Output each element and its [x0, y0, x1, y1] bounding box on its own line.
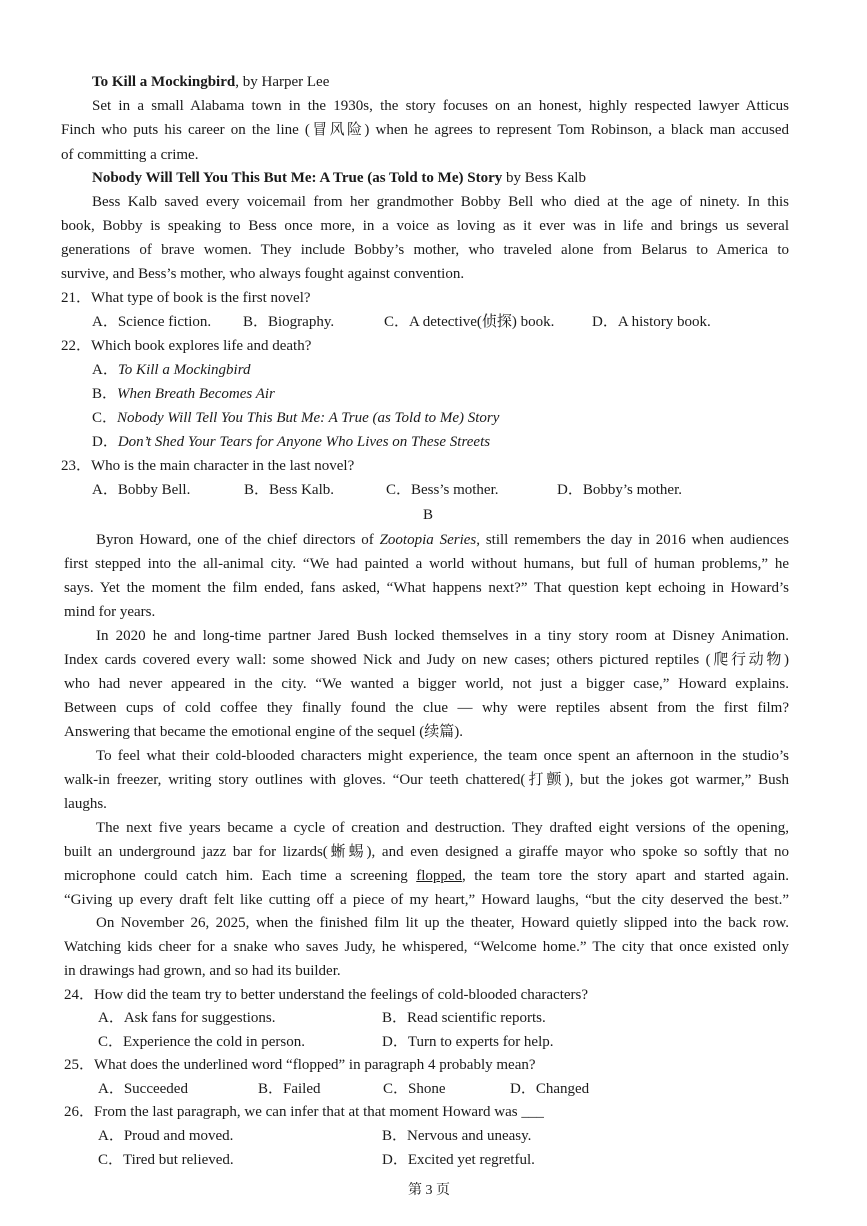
option-26-a[interactable]: A．Proud and moved. [98, 1128, 234, 1144]
page-number: 第 3 页 [408, 1183, 450, 1198]
book2-desc-line: generations of brave women. They include Bobby’s mother, who traveled alone from Belarus to America to [61, 242, 789, 258]
option-23-b[interactable]: B．Bess Kalb. [244, 482, 335, 498]
question-text: What does the underlined word “flopped” in paragraph 4 probably mean? [94, 1057, 536, 1073]
paragraph-4-line: built an underground jazz bar for lizards(蜥蜴), and even designed a giraffe mayor who spoke so softly that no [64, 844, 789, 860]
option-text: To Kill a Mockingbird [117, 362, 251, 378]
book1-title: To Kill a Mockingbird [92, 74, 236, 90]
underlined-word: flopped [416, 868, 463, 884]
book2-heading [92, 168, 586, 188]
option-23-a[interactable]: A．Bobby Bell. [92, 482, 191, 498]
book2-desc-line: book, Bobby is speaking to Bess once more, in a voice as loving as it ever was in life and brings us several [61, 218, 789, 234]
paragraph-4-line: The next five years became a cycle of creation and destruction. They drafted eight versions of the opening, [96, 820, 789, 836]
question-text: How did the team try to better understand the feelings of cold-blooded characters? [94, 987, 589, 1003]
question-number: 23． [61, 458, 92, 474]
paragraph-1-line: says. Yet the moment the film ended, fans asked, “What happens next?” That question kept echoing in Howard’s [64, 580, 789, 596]
option-23-c[interactable]: C．Bess’s mother. [386, 482, 499, 498]
question-number: 26． [64, 1104, 95, 1120]
book1-heading [92, 72, 329, 92]
book2-desc-line: survive, and Bess’s mother, who always fought against convention. [61, 266, 465, 282]
option-21-d[interactable]: D．A history book. [592, 314, 711, 330]
question-21 [61, 288, 311, 308]
paragraph-1-line: first stepped into the all-animal city. “We had painted a world without humans, but full of human problems,” he [64, 556, 789, 572]
paragraph-2-line: Answering that became the emotional engine of the sequel (续篇). [64, 724, 464, 740]
paragraph-3-line: walk-in freezer, writing story outlines with gloves. “Our teeth chattered(打颤), but the jokes got warmer,” Bush [64, 772, 789, 788]
option-text: When Breath Becomes Air [117, 386, 275, 402]
option-24-a[interactable]: A．Ask fans for suggestions. [98, 1010, 276, 1026]
book1-desc-line: Finch who puts his career on the line (冒风险) when he agrees to represent Tom Robinson, a black man accused [61, 122, 789, 138]
question-number: 22． [61, 338, 92, 354]
question-26 [64, 1102, 544, 1122]
option-text: Nobody Will Tell You This But Me: A True (as Told to Me) Story [117, 410, 500, 426]
paragraph-2-line: In 2020 he and long-time partner Jared Bush locked themselves in a tiny story room at Disney Animation. [96, 628, 789, 644]
question-text: Which book explores life and death? [91, 338, 312, 354]
book1-author: , by Harper Lee [235, 74, 330, 90]
option-25-b[interactable]: B．Failed [258, 1081, 321, 1097]
book1-desc-line: Set in a small Alabama town in the 1930s, the story focuses on an honest, highly respected lawyer Atticus [92, 98, 789, 114]
option-21-b[interactable]: B．Biography. [243, 314, 335, 330]
option-26-c[interactable]: C．Tired but relieved. [98, 1152, 234, 1168]
option-25-d[interactable]: D．Changed [510, 1081, 590, 1097]
paragraph-5-line: in drawings had grown, and so had its builder. [64, 963, 341, 979]
question-22 [61, 336, 311, 356]
book2-author: by Bess Kalb [502, 170, 586, 186]
option-24-d[interactable]: D．Turn to experts for help. [382, 1034, 554, 1050]
option-22-d[interactable] [92, 432, 490, 452]
option-21-c[interactable]: C．A detective(侦探) book. [384, 314, 555, 330]
paragraph-1-line: mind for years. [64, 604, 156, 620]
option-25-a[interactable]: A．Succeeded [98, 1081, 188, 1097]
paragraph-2-line: Between cups of cold coffee they finally found the clue — why were reptiles absent from the first film? [64, 700, 789, 716]
paragraph-2-line: Index cards covered every wall: some showed Nick and Judy on new cases; others pictured reptiles (爬行动物) [64, 652, 789, 668]
option-24-b[interactable]: B．Read scientific reports. [382, 1010, 546, 1026]
option-letter: C． [92, 410, 118, 426]
question-25 [64, 1055, 536, 1075]
paragraph-4-line: “Giving up every draft felt like cutting off a piece of my heart,” Howard laughs, “but the city deserved the best.” [64, 892, 789, 908]
paragraph-5-line: On November 26, 2025, when the finished film lit up the theater, Howard quietly slipped into the back row. [96, 915, 789, 931]
book2-title: Nobody Will Tell You This But Me: A True (as Told to Me) Story [92, 170, 503, 186]
question-number: 25． [64, 1057, 95, 1073]
option-22-b[interactable] [92, 384, 275, 404]
question-number: 24． [64, 987, 95, 1003]
option-22-c[interactable] [92, 408, 499, 428]
paragraph-2-line: who had never appeared in the city. “We wanted a bigger world, not just a bigger case,” Howard explains. [64, 676, 789, 692]
option-22-a[interactable] [92, 360, 251, 380]
paragraph-3-line: To feel what their cold-blooded characters might experience, the team once spent an afternoon in the studio’s [96, 748, 789, 764]
film-title: Zootopia Series [379, 532, 477, 548]
paragraph-3-line: laughs. [64, 796, 107, 812]
option-letter: B． [92, 386, 118, 402]
question-text: From the last paragraph, we can infer that at that moment Howard was ___ [94, 1104, 544, 1120]
option-21-a[interactable]: A．Science fiction. [92, 314, 212, 330]
section-heading: B [423, 507, 434, 523]
paragraph-1-line: Byron Howard, one of the chief directors of Zootopia Series, still remembers the day in 2016 when audiences [96, 532, 790, 548]
option-26-b[interactable]: B．Nervous and uneasy. [382, 1128, 532, 1144]
paragraph-4-line: microphone could catch him. Each time a screening flopped, the team tore the story apart and started again. [64, 868, 789, 884]
question-23 [61, 456, 354, 476]
option-letter: A． [92, 362, 118, 378]
question-text: Who is the main character in the last novel? [91, 458, 355, 474]
paragraph-5-line: Watching kids cheer for a snake who saves Judy, he whispered, “Welcome home.” The city that once existed only [64, 939, 789, 955]
book2-desc-line: Bess Kalb saved every voicemail from her grandmother Bobby Bell who died at the age of ninety. In this [92, 194, 789, 210]
option-24-c[interactable]: C．Experience the cold in person. [98, 1034, 306, 1050]
question-text: What type of book is the first novel? [91, 290, 311, 306]
option-letter: D． [92, 434, 118, 450]
book1-desc-line: of committing a crime. [61, 147, 199, 163]
option-26-d[interactable]: D．Excited yet regretful. [382, 1152, 535, 1168]
option-text: Don’t Shed Your Tears for Anyone Who Lives on These Streets [117, 434, 491, 450]
option-25-c[interactable]: C．Shone [383, 1081, 446, 1097]
question-24 [64, 985, 588, 1005]
option-23-d[interactable]: D．Bobby’s mother. [557, 482, 683, 498]
question-number: 21． [61, 290, 92, 306]
